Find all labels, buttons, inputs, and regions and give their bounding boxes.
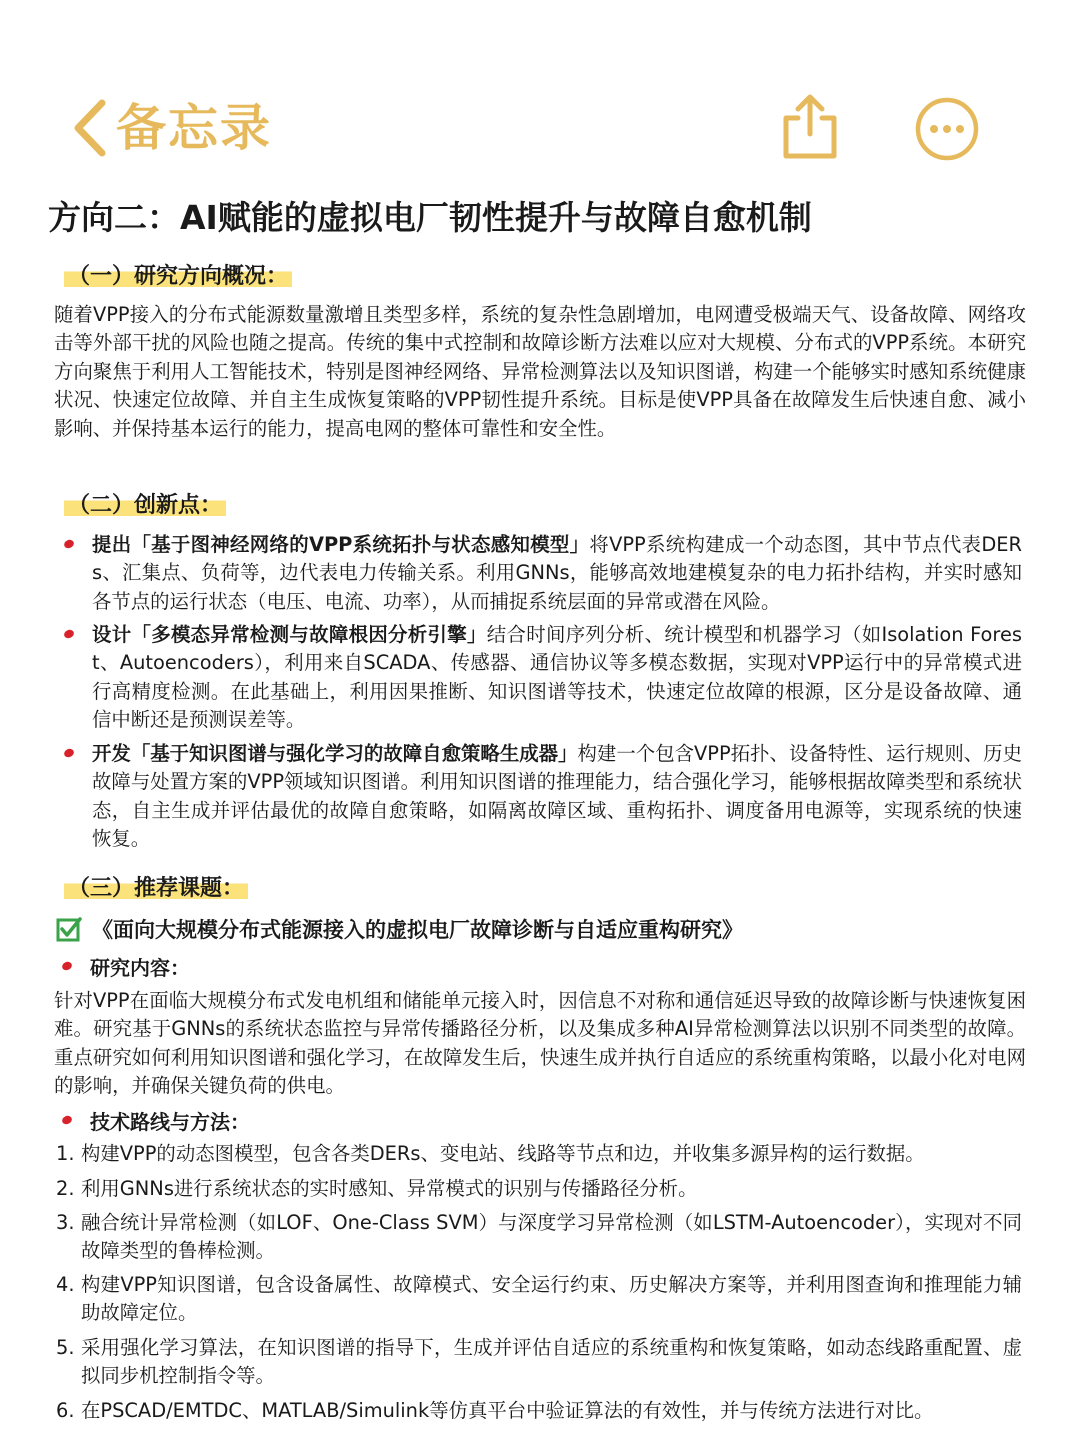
step-text: 采用强化学习算法，在知识图谱的指导下，生成并评估自适应的系统重构和恢复策略，如动态线路重配置、虚拟同步机控制指令等。 bbox=[81, 1336, 1022, 1388]
note-title: 方向二：AI赋能的虚拟电厂韧性提升与故障自愈机制 bbox=[48, 198, 812, 237]
step-number: 4. bbox=[56, 1273, 75, 1296]
step-number: 1. bbox=[56, 1142, 75, 1165]
method-step bbox=[56, 1140, 1022, 1168]
method-step bbox=[56, 1271, 1022, 1328]
innovation-item bbox=[62, 531, 1022, 616]
section-heading-text: （一）研究方向概况： bbox=[64, 264, 292, 289]
innovation-item-title: 提出「基于图神经网络的VPP系统拓扑与状态感知模型」 bbox=[92, 533, 590, 556]
innovation-item bbox=[62, 740, 1022, 854]
bullet-dot-icon bbox=[61, 960, 73, 971]
back-label: 备忘录 bbox=[116, 99, 272, 157]
bullet-dot-icon bbox=[63, 538, 75, 549]
research-content-label-text: 研究内容： bbox=[90, 955, 190, 980]
step-text: 构建VPP的动态图模型，包含各类DERs、变电站、线路等节点和边，并收集多源异构的运行数据。 bbox=[81, 1142, 925, 1165]
topic-title: 《面向大规模分布式能源接入的虚拟电厂故障诊断与自适应重构研究》 bbox=[92, 918, 743, 942]
bullet-dot-icon bbox=[63, 747, 75, 758]
method-step bbox=[56, 1175, 1022, 1203]
section-heading-text: （三）推荐课题： bbox=[64, 876, 248, 901]
research-content-paragraph: 针对VPP在面临大规模分布式发电机组和储能单元接入时，因信息不对称和通信延迟导致的故障诊断与快速恢复困难。研究基于GNNs的系统状态监控与异常传播路径分析，以及集成多种AI异常检测算法以识别不同类型的故障。重点研究如何利用知识图谱和强化学习，在故障发生后，快速生成并执行自适应的系统重构策略，以最小化对电网的影响，并确保关键负荷的供电。 bbox=[54, 989, 1026, 1098]
innovation-item-text bbox=[92, 740, 1022, 854]
method-step bbox=[56, 1397, 1022, 1425]
innovation-item-title: 设计「多模态异常检测与故障根因分析引擎」 bbox=[92, 623, 487, 646]
step-text: 融合统计异常检测（如LOF、One-Class SVM）与深度学习异常检测（如LSTM-Autoencoder），实现对不同故障类型的鲁棒检测。 bbox=[81, 1211, 1022, 1263]
method-label bbox=[62, 1105, 250, 1135]
bullet-dot-icon bbox=[63, 628, 75, 639]
step-number: 6. bbox=[56, 1399, 75, 1422]
innovation-item-body: 构建一个包含VPP拓扑、设备特性、运行规则、历史故障与处置方案的VPP领域知识图谱。利用知识图谱的推理能力，结合强化学习，能够根据故障类型和系统状态，自主生成并评估最优的故障自愈策略，如隔离故障区域、重构拓扑、调度备用电源等，实现系统的快速恢复。 bbox=[92, 742, 1022, 851]
overview-paragraph: 随着VPP接入的分布式能源数量激增且类型多样，系统的复杂性急剧增加，电网遭受极端天气、设备故障、网络攻击等外部干扰的风险也随之提高。传统的集中式控制和故障诊断方法难以应对大规模、分布式的VPP系统。本研究方向聚焦于利用人工智能技术，特别是图神经网络、异常检测算法以及知识图谱，构建一个能够实时感知系统健康状况、快速定位故障、并自主生成恢复策略的VPP韧性提升系统。目标是使VPP具备在故障发生后快速自愈、减小影响、并保持基本运行的能力，提高电网的整体可靠性和安全性。 bbox=[54, 303, 1026, 440]
innovation-item-body: 结合时间序列分析、统计模型和机器学习（如Isolation Forest、Autoencoders），利用来自SCADA、传感器、通信协议等多模态数据，实现对VPP运行中的异常模式进行高精度检测。在此基础上，利用因果推断、知识图谱等技术，快速定位故障的根源，区分是设备故障、通信中断还是预测误差等。 bbox=[92, 623, 1023, 732]
innovation-item bbox=[62, 621, 1022, 735]
section-heading-text: （二）创新点： bbox=[64, 493, 226, 518]
bullet-dot-icon bbox=[61, 1114, 73, 1125]
step-number: 2. bbox=[56, 1177, 75, 1200]
research-content-label bbox=[62, 951, 190, 981]
step-text: 在PSCAD/EMTDC、MATLAB/Simulink等仿真平台中验证算法的有效性，并与传统方法进行对比。 bbox=[81, 1399, 934, 1422]
innovation-item-title: 开发「基于知识图谱与强化学习的故障自愈策略生成器」 bbox=[92, 742, 578, 765]
step-text: 利用GNNs进行系统状态的实时感知、异常模式的识别与传播路径分析。 bbox=[81, 1177, 698, 1200]
method-label-text: 技术路线与方法： bbox=[90, 1109, 250, 1134]
step-text: 构建VPP知识图谱，包含设备属性、故障模式、安全运行约束、历史解决方案等，并利用图查询和推理能力辅助故障定位。 bbox=[81, 1273, 1022, 1325]
innovation-item-text bbox=[92, 621, 1022, 735]
checkbox-checked-icon[interactable] bbox=[56, 916, 82, 942]
innovation-item-text bbox=[92, 531, 1022, 616]
method-step bbox=[56, 1209, 1022, 1266]
step-number: 5. bbox=[56, 1336, 75, 1359]
section-heading-overview bbox=[56, 261, 300, 293]
recommended-topic bbox=[56, 912, 1036, 946]
section-heading-recommended bbox=[56, 873, 256, 905]
section-heading-innovation bbox=[56, 490, 234, 522]
innovation-item-body: 将VPP系统构建成一个动态图，其中节点代表DERs、汇集点、负荷等，边代表电力传输关系。利用GNNs，能够高效地建模复杂的电力拓扑结构，并实时感知各节点的运行状态（电压、电流、功率），从而捕捉系统层面的异常或潜在风险。 bbox=[92, 533, 1022, 613]
method-step bbox=[56, 1334, 1022, 1391]
step-number: 3. bbox=[56, 1211, 75, 1234]
